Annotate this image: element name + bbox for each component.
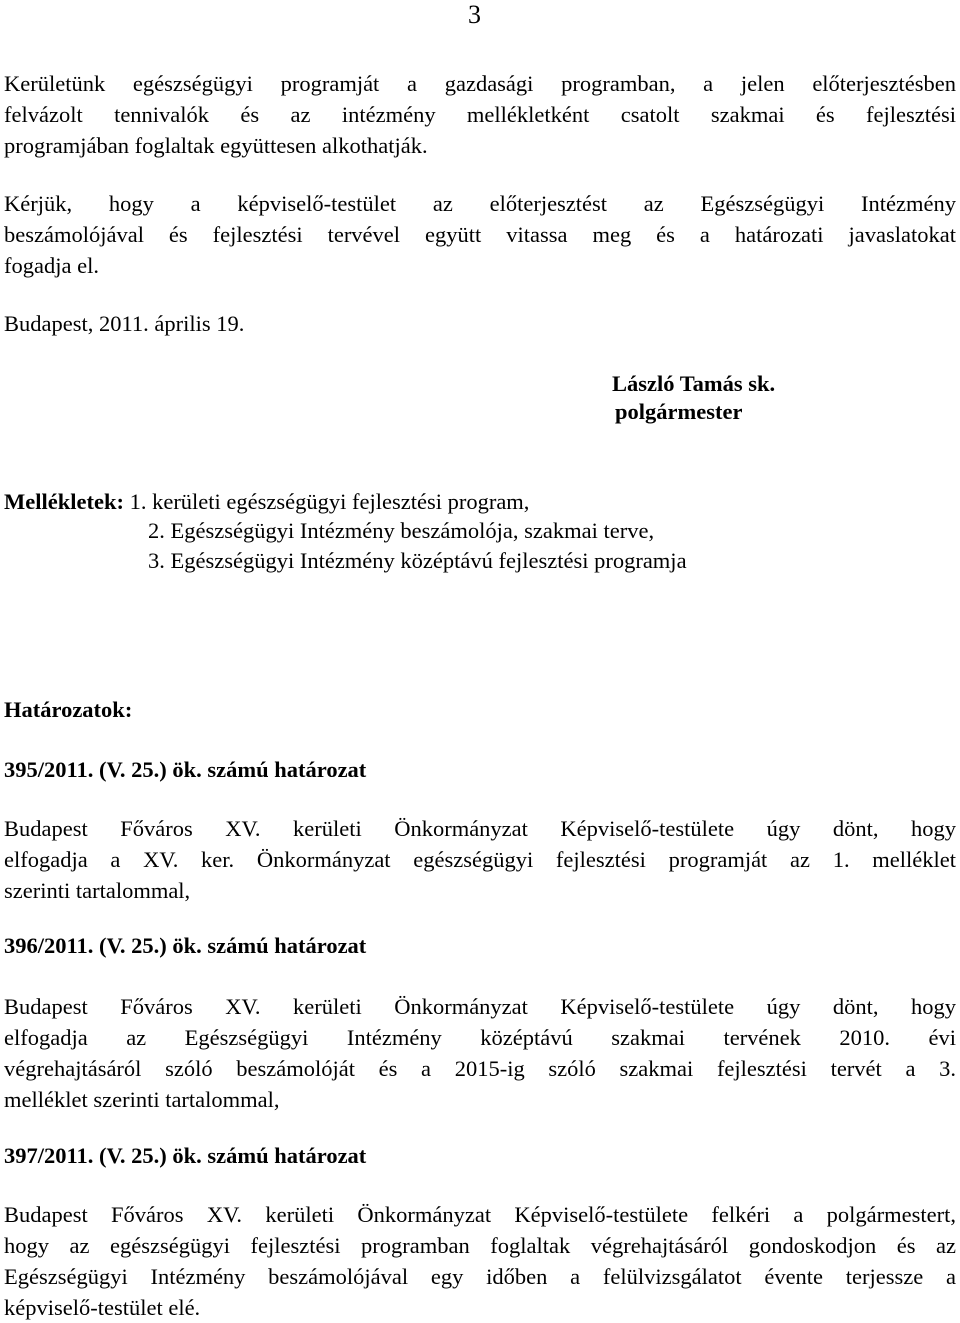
request-line: fogadja el. <box>4 253 99 278</box>
date-line: Budapest, 2011. április 19. <box>4 311 245 336</box>
intro-line: Kerületünk egészségügyi programját a gazdasági programban, a jelen előterjesztésben <box>4 71 956 96</box>
intro-line: felvázolt tennivalók és az intézmény mellékletként csatolt szakmai és fejlesztési <box>4 102 956 127</box>
resolution-line: képviselő-testület elé. <box>4 1295 201 1320</box>
resolution-line: melléklet szerinti tartalommal, <box>4 1087 280 1112</box>
attachment-item: 2. Egészségügyi Intézmény beszámolója, szakmai terve, <box>148 518 655 543</box>
resolution-line: elfogadja az Egészségügyi Intézmény középtávú szakmai tervének 2010. évi <box>4 1025 956 1050</box>
intro-paragraph <box>4 68 956 161</box>
attachments-label: Mellékletek: <box>4 489 124 514</box>
resolution-title: 397/2011. (V. 25.) ök. számú határozat <box>4 1143 367 1168</box>
request-paragraph <box>4 188 956 281</box>
resolution-title: 395/2011. (V. 25.) ök. számú határozat <box>4 757 367 782</box>
signatory-name: László Tamás sk. <box>612 371 776 396</box>
attachments-block <box>4 487 529 517</box>
resolution-title: 396/2011. (V. 25.) ök. számú határozat <box>4 933 367 958</box>
resolution-line: Budapest Főváros XV. kerületi Önkormányzat Képviselő-testülete felkéri a polgármestert, <box>4 1202 956 1227</box>
resolution-text <box>4 1199 956 1323</box>
resolution-line: elfogadja a XV. ker. Önkormányzat egészségügyi fejlesztési programját az 1. melléklet <box>4 847 956 872</box>
resolution-line: Budapest Főváros XV. kerületi Önkormányzat Képviselő-testülete úgy dönt, hogy <box>4 994 956 1019</box>
resolution-line: Egészségügyi Intézmény beszámolójával egy időben a felülvizsgálatot évente terjessze a <box>4 1264 956 1289</box>
attachment-item: 3. Egészségügyi Intézmény középtávú fejlesztési programja <box>148 548 687 573</box>
intro-line: programjában foglaltak együttesen alkothatják. <box>4 133 428 158</box>
page-number: 3 <box>468 0 481 29</box>
resolution-line: Budapest Főváros XV. kerületi Önkormányzat Képviselő-testülete úgy dönt, hogy <box>4 816 956 841</box>
attachment-item: 1. kerületi egészségügyi fejlesztési program, <box>129 489 530 514</box>
request-line: Kérjük, hogy a képviselő-testület az előterjesztést az Egészségügyi Intézmény <box>4 191 956 216</box>
request-line: beszámolójával és fejlesztési tervével együtt vitassa meg és a határozati javaslatokat <box>4 222 956 247</box>
resolution-line: hogy az egészségügyi fejlesztési programban foglaltak végrehajtásáról gondoskodjon és az <box>4 1233 956 1258</box>
signatory-title: polgármester <box>615 399 743 424</box>
resolution-line: végrehajtásáról szóló beszámolóját és a 2015-ig szóló szakmai fejlesztési tervét a 3. <box>4 1056 956 1081</box>
resolution-text <box>4 813 956 906</box>
resolution-line: szerinti tartalommal, <box>4 878 191 903</box>
resolutions-heading: Határozatok: <box>4 697 133 722</box>
resolution-text <box>4 991 956 1115</box>
